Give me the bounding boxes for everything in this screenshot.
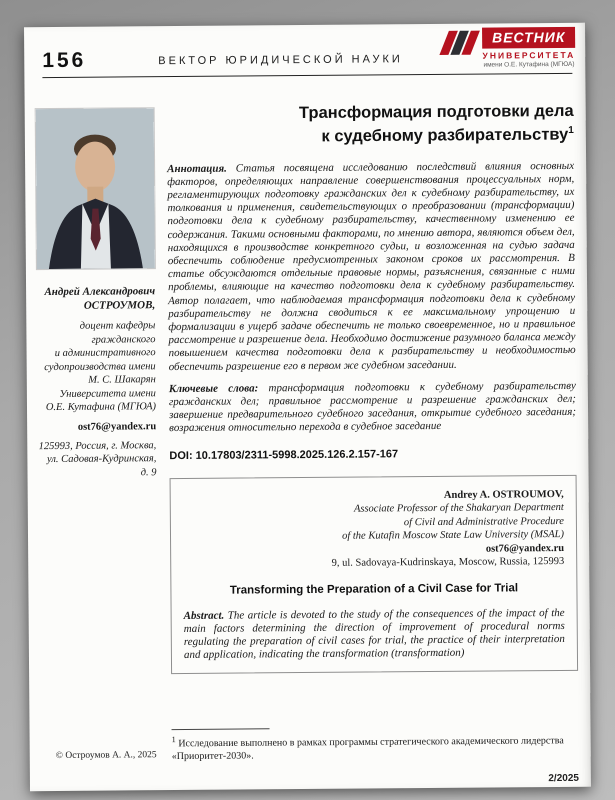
author-photo (36, 108, 155, 269)
article-main (167, 101, 578, 675)
author-name-ru: Андрей Александрович ОСТРОУМОВ, (44, 285, 156, 312)
title-footnote-mark: 1 (568, 124, 574, 136)
journal-section-title: ВЕКТОР ЮРИДИЧЕСКОЙ НАУКИ (158, 53, 403, 68)
article-title-ru: Трансформация подготовки дела к судебному разбирательству$^1$ (298, 101, 574, 146)
abstract-label-ru: Аннотация. (167, 162, 227, 175)
logo-title: ВЕСТНИК (482, 27, 575, 49)
journal-logo (442, 27, 575, 69)
author-position-en: Associate Professor of the Shakaryan Department of Civil and Administrative Procedure of the Kutafin Moscow State Law University (MSAL) (342, 502, 565, 542)
footnote-rule (172, 728, 270, 730)
english-summary-box (170, 474, 579, 674)
logo-tagline: имени О.Е. Кутафина (МГЮА) (483, 60, 575, 69)
logo-stripes-icon (442, 31, 478, 55)
footnote-mark: 1 (171, 734, 176, 744)
footnote-text-line (172, 731, 579, 764)
footnote-text: Исследование выполнено в рамках программы стратегического академического лидерства «Приоритет-2030». (171, 734, 564, 762)
abstract-label-en: Abstract. (183, 609, 225, 622)
abstract-text-en: The article is devoted to the study of the consequences of the impact of the main factors determining the direction of improvement of procedural norms regulating the preparation of civil cases for trial, the practice of their interpretation and application, indicating the transformation (transformation) (183, 606, 565, 662)
author-email-en: ost76@yandex.ru (485, 542, 565, 555)
logo-text (482, 27, 575, 69)
doi: DOI: 10.17803/2311-5998.2025.126.2.157-167 (169, 447, 399, 462)
copyright: © Остроумов А. А., 2025 (55, 750, 157, 761)
author-block-en (183, 488, 565, 572)
author-email-ru: ost76@yandex.ru (77, 420, 157, 433)
abstract-ru (167, 159, 576, 373)
page-number: 156 (42, 48, 87, 73)
abstract-en (184, 607, 565, 663)
abstract-text-ru: Статья посвящена исследованию последствий влияния основных факторов, определяющих направление совершенствования процессуальных норм, регламентирующих подготовку гражданских дел к судебному разбирательству, их толкования и применения, свидетельствующих о преобразовании (трансформации) подготовки дела к судебному разбирательству, качественному изменению ее содержания. Такими основными факторами, по мнению автора, являются объем дел, находящихся в производстве конкретного судьи, и возложенная на судью задача обеспечить соблюдение предусмотренных законом сроков их рассмотрения. В статье обсуждаются отдельные правовые нормы, разъяснения, связанные с ними проблемы, влияющие на качество подготовки дела к судебному разбирательству. Автор полагает, что наблюдаемая трансформация подготовки дела к судебному разбирательству не должна сводиться к ее максимальному упрощению и формализации в ущерб задаче обеспечить не только своевременное, но и правильное рассмотрение и разрешение дела. Необходимо достижение разумного баланса между повышением качества подготовки дела к разбирательству и необходимостью обеспечить разрешение его в первом же судебном заседании. (167, 159, 576, 373)
logo-subtitle: УНИВЕРСИТЕТА (482, 49, 576, 61)
article-title-en: Transforming the Preparation of a Civil Case for Trial (229, 581, 519, 597)
author-address-en: 9, ul. Sadovaya-Kudrinskaya, Moscow, Russia, 125993 (331, 556, 565, 569)
author-sidebar (36, 108, 157, 480)
author-position-ru: доцент кафедры гражданского и административного судопроизводства имени М. С. Шакарян Университета имени О.Е. Кутафина (МГЮА) (44, 320, 157, 414)
issue-number: 2/2025 (548, 772, 579, 785)
author-name-en: Andrey A. OSTROUMOV, (443, 488, 564, 501)
keywords-text-ru: трансформация подготовки к судебному разбирательству гражданских дел; правильное рассмотрение и разрешение гражданских дел; завершение предварительного судебного заседания, открытие судебного заседания; возражения относительно перехода в судебное заседание (168, 379, 577, 435)
journal-page (24, 23, 591, 791)
keywords-label-ru: Ключевые слова: (168, 382, 259, 395)
header-rule (42, 73, 572, 78)
keywords-ru (169, 380, 576, 436)
author-address-ru: 125993, Россия, г. Москва, ул. Садовая-Кудринская, д. 9 (38, 439, 157, 478)
footnote (172, 726, 579, 764)
